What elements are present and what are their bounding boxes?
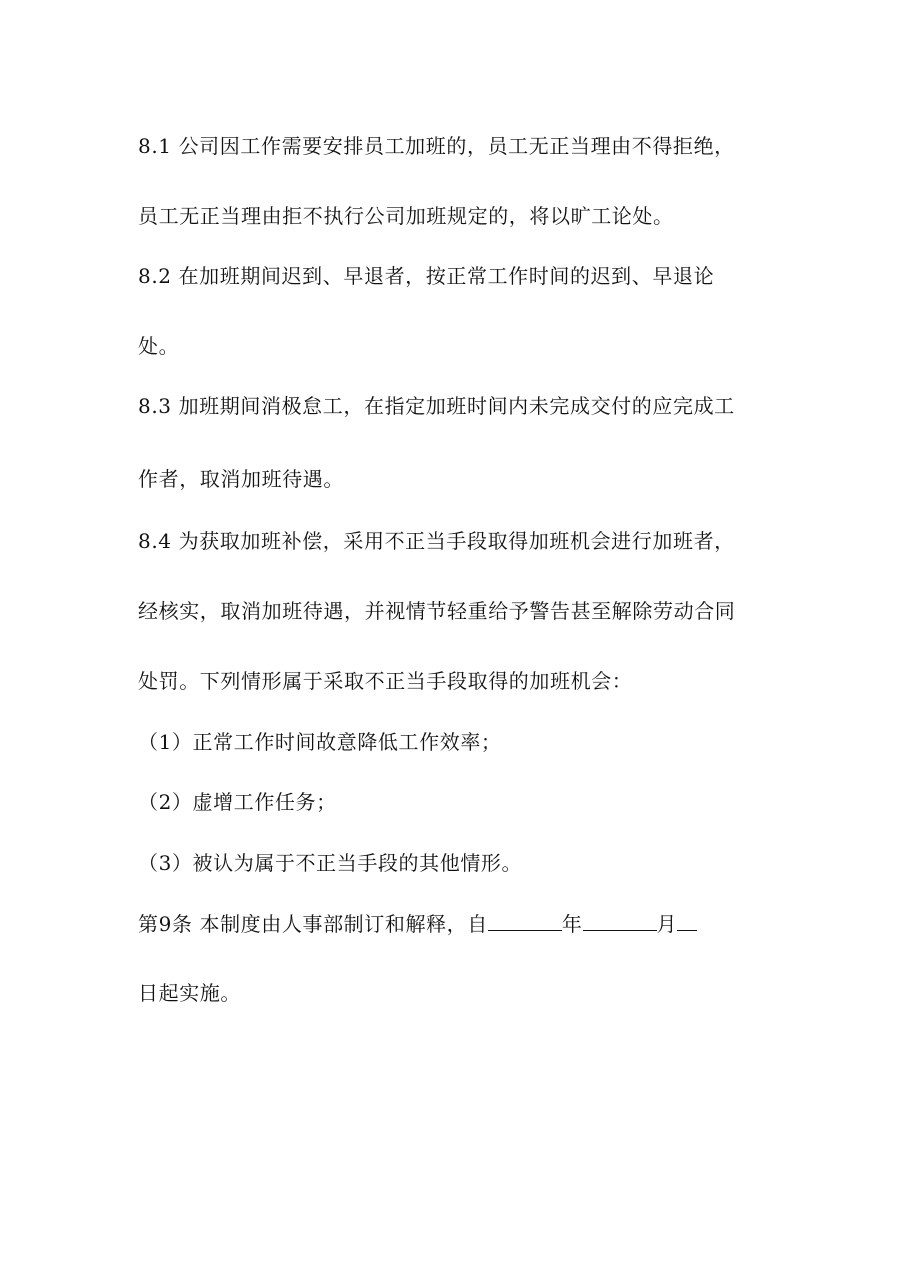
year-label: 年 xyxy=(561,912,583,936)
list-item: （3）被认为属于不正当手段的其他情形。 xyxy=(138,851,523,875)
article-9-prefix: 第9条 本制度由人事部制订和解释，自 xyxy=(138,912,488,936)
article-9-line xyxy=(138,910,697,937)
paragraph-line: 处。 xyxy=(138,334,180,358)
paragraph-line: 8.4 为获取加班补偿，采用不正当手段取得加班机会进行加班者， xyxy=(138,529,735,553)
paragraph-line: 8.1 公司因工作需要安排员工加班的，员工无正当理由不得拒绝， xyxy=(138,134,735,158)
day-blank xyxy=(677,910,697,931)
paragraph-line: 处罚。下列情形属于采取不正当手段取得的加班机会： xyxy=(138,669,633,693)
list-item: （2）虚增工作任务； xyxy=(138,790,337,814)
month-blank xyxy=(583,910,657,931)
paragraph-line: 员工无正当理由拒不执行公司加班规定的，将以旷工论处。 xyxy=(138,204,674,228)
paragraph-line: 8.3 加班期间消极怠工，在指定加班时间内未完成交付的应完成工 xyxy=(138,394,735,418)
paragraph-line: 经核实，取消加班待遇，并视情节轻重给予警告甚至解除劳动合同 xyxy=(138,599,736,623)
article-9-continuation: 日起实施。 xyxy=(138,981,241,1005)
list-item: （1）正常工作时间故意降低工作效率； xyxy=(138,730,502,754)
year-blank xyxy=(488,910,562,931)
month-label: 月 xyxy=(656,912,678,936)
paragraph-line: 作者，取消加班待遇。 xyxy=(138,467,344,491)
paragraph-line: 8.2 在加班期间迟到、早退者，按正常工作时间的迟到、早退论 xyxy=(138,264,715,288)
